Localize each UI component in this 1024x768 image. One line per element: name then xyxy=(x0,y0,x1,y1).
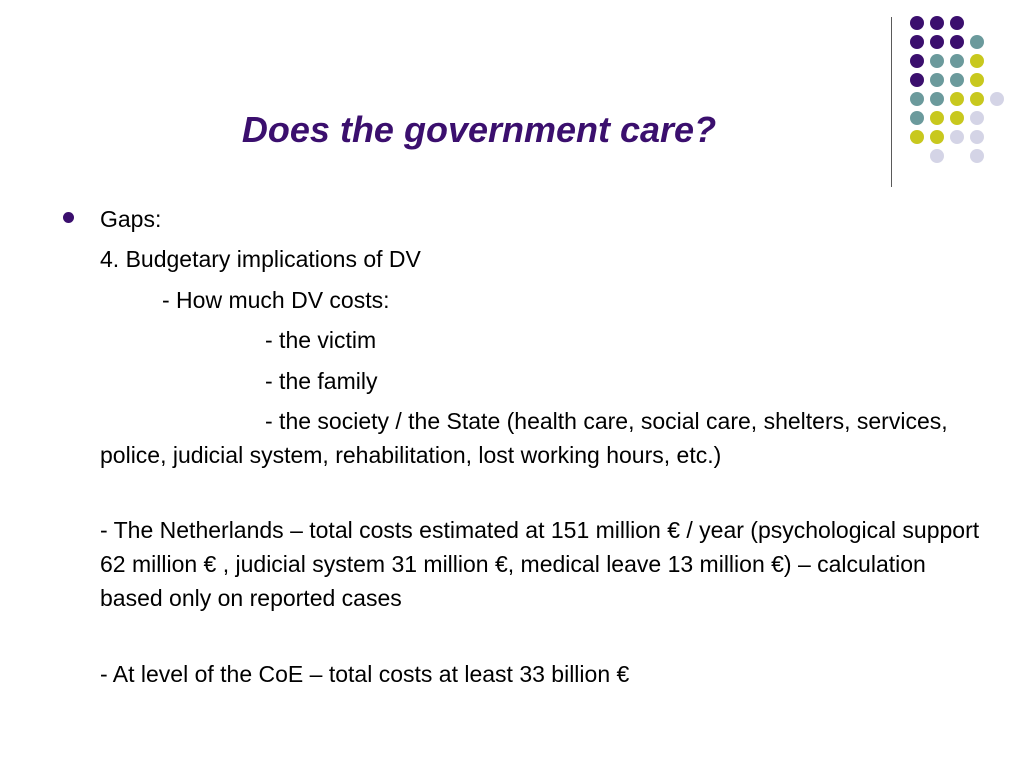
point-4-heading: 4. Budgetary implications of DV xyxy=(100,246,421,272)
society-item: - the society / the State (health care, social care, shelters, services, police, judicial system, rehabilitation, lost working hours, etc.) xyxy=(100,408,948,468)
victim-item: - the victim xyxy=(265,327,377,353)
bullet-icon xyxy=(63,212,74,223)
family-item: - the family xyxy=(265,368,378,394)
how-much-item: - How much DV costs: xyxy=(162,287,390,313)
slide-title: Does the government care? xyxy=(241,109,717,150)
coe-item: - At level of the CoE – total costs at least 33 billion € xyxy=(100,661,630,687)
netherlands-item: - The Netherlands – total costs estimated at 151 million € / year (psychological support 62 million € , judicial system 31 million €, medical leave 13 million €) – calculation based only on reported cases xyxy=(100,517,980,611)
gaps-label: Gaps: xyxy=(100,206,162,232)
